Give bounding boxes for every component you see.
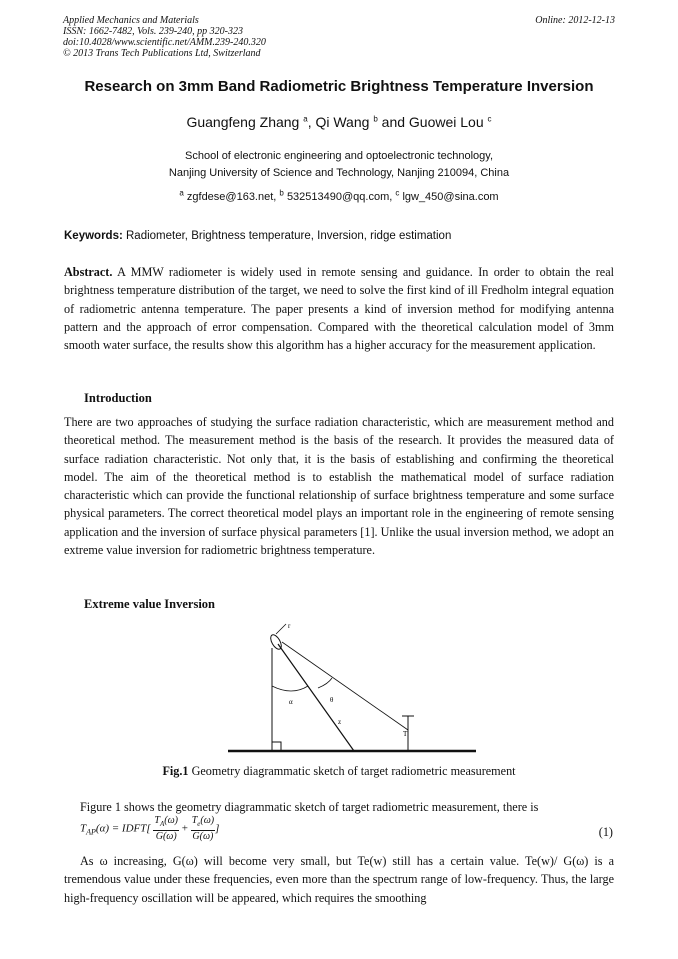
theta-label: θ [330, 696, 334, 704]
doi-line: doi:10.4028/www.scientific.net/AMM.239-240.320 [63, 37, 266, 48]
abstract-text: A MMW radiometer is widely used in remote sensing and guidance. In order to obtain the real brightness temperature distribution of the target, we need to solve the first kind of ill Fredholm integral equation of radiometric antenna temperature. The paper presents a kind of inversion method for modifying antenna pattern and the approach of error compensation. Compared with the theoretical calculation model of 3mm smooth water surface, the results show this algorithm has a higher accuracy for the measurement application. [64, 265, 615, 353]
email-list: $^a$ zgfdese@163.net, $^b$ 532513490@qq.com, $^c$ lgw_450@sina.com [179, 188, 499, 203]
issn-line: ISSN: 1662-7482, Vols. 239-240, pp 320-323 [63, 26, 243, 37]
r-label: r [288, 622, 291, 630]
section-heading-extreme-value: Extreme value Inversion [84, 597, 216, 611]
email-address: lgw_450@sina.com [402, 191, 499, 203]
figure-caption-text: Geometry diagrammatic sketch of target radiometric measurement [191, 764, 516, 778]
equation-fraction-1: $\frac{T_A(\omega)}{G(\omega)}$ [154, 815, 178, 842]
figure-caption [0, 764, 678, 779]
equation-fraction-2: $\frac{T_e(\omega)}{G(\omega)}$ [191, 815, 215, 842]
alpha-label: α [289, 698, 293, 706]
abstract-paragraph [64, 263, 614, 354]
t-label: T [403, 730, 408, 738]
figure-reference-paragraph: Figure 1 shows the geometry diagrammatic sketch of target radiometric measurement, there is [80, 800, 539, 814]
author-name: Guowei Lou [408, 114, 484, 130]
keywords-label: Keywords: [64, 230, 123, 242]
paper-title: Research on 3mm Band Radiometric Brightness Temperature Inversion [84, 78, 594, 95]
antenna-icon [269, 633, 284, 651]
beam-edge-line [282, 642, 408, 730]
online-date: Online: 2012-12-13 [535, 15, 615, 26]
author-affil-mark: a [303, 114, 308, 124]
geometry-figure [220, 618, 485, 758]
page-header [63, 15, 615, 59]
equation-1: $T_{AP}(\alpha)$ = IDFT[ $\frac{T_A(\omega)}{G(\omega)}$ + $\frac{T_e(\omega)}{G(\omega)}$ ] (1) [80, 815, 613, 842]
abstract-label: Abstract. [64, 265, 113, 279]
theta-angle-arc [318, 678, 332, 688]
antenna-axis-line [276, 624, 286, 634]
section-heading-introduction: Introduction [84, 391, 152, 405]
copyright-line: © 2013 Trans Tech Publications Ltd, Switzerland [63, 48, 261, 59]
affiliation-line-1: School of electronic engineering and optoelectronic technology, [185, 150, 493, 162]
journal-name: Applied Mechanics and Materials [63, 15, 199, 26]
author-name: Guangfeng Zhang [186, 114, 300, 130]
author-list: Guangfeng Zhang $^a$, Qi Wang $^b$ and Guowei Lou $^c$ [186, 114, 492, 130]
equation-number: (1) [598, 825, 613, 839]
closing-paragraph: As ω increasing, G(ω) will become very small, but Te(w) still has a certain value. Te(w)/ G(ω) is a tremendous value under these frequencies, even more than the spectrum range of low-frequency. Thus, the large high-frequency oscillation will be appeared, which requires the smoothing [64, 854, 614, 905]
author-affil-mark: b [373, 114, 378, 124]
author-affil-mark: c [487, 114, 492, 124]
right-angle-mark [272, 742, 281, 751]
author-name: Qi Wang [315, 114, 370, 130]
email-address: zgfdese@163.net [186, 191, 274, 203]
keywords [64, 230, 451, 242]
introduction-paragraph: There are two approaches of studying the surface radiation characteristic, which are measurement method and theoretical method. The measurement method is the basis of the research. It provides the measured data of surface radiation characteristic. Not only that, it is the basis of establishing and confirming the theoretical model. The aim of the theoretical method is to establish the mathematical model of surface radiation characteristic which can provide the functional relationship of surface brightness temperature and some surface physical parameters. The correct theoretical model plays an important role in the engineering of remote sensing application and the inversion of surface physical parameters [1]. Unlike the usual inversion method, we adopt an extreme value inversion for radiometric brightness temperature. [64, 415, 614, 558]
affiliation-line-2: Nanjing University of Science and Technology, Nanjing 210094, China [168, 167, 510, 179]
keywords-text: Radiometer, Brightness temperature, Inversion, ridge estimation [126, 230, 452, 242]
figure-label: Fig.1 [162, 764, 189, 778]
z-label: z [338, 718, 342, 726]
email-address: 532513490@qq.com [286, 191, 390, 203]
alpha-angle-arc [272, 686, 308, 691]
